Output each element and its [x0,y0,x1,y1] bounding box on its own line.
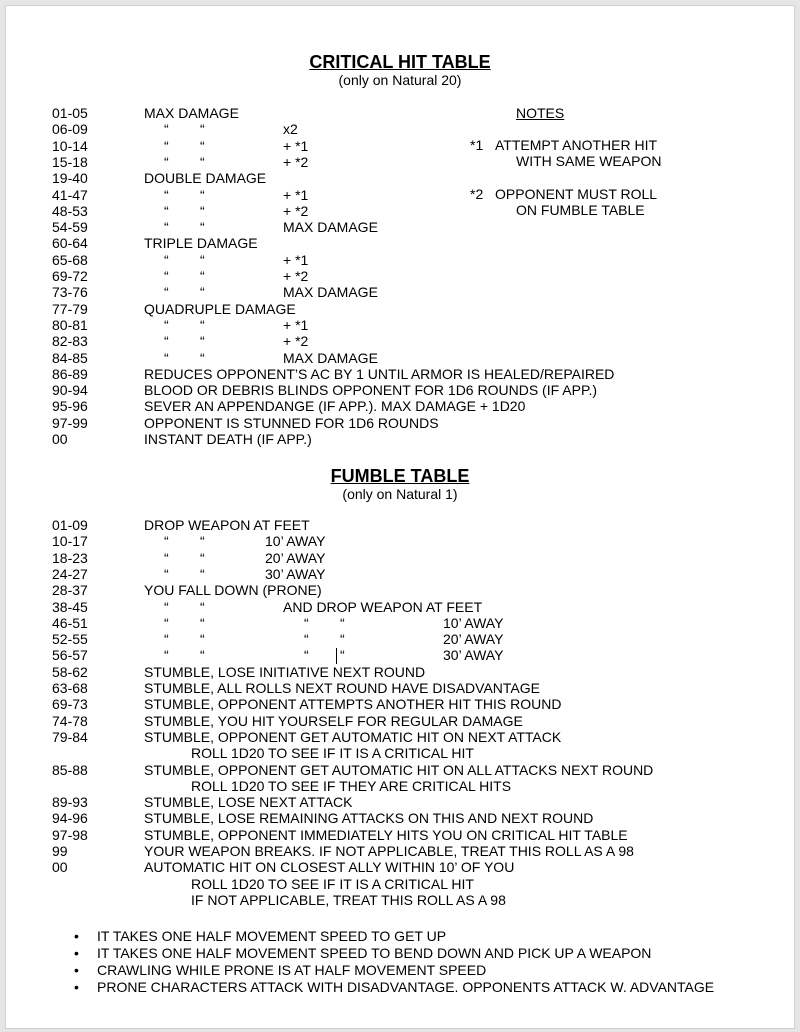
ditto-mark: “ [340,631,345,648]
result-text: SEVER AN APPENDANGE (IF APP.). MAX DAMAGE + 1D20 [144,398,526,415]
roll-range: 18-23 [52,549,88,566]
critical-hit-title: CRITICAL HIT TABLE [309,52,491,72]
ditto-mark: “ [200,349,205,366]
roll-range: 19-40 [52,170,88,187]
result-text: BLOOD OR DEBRIS BLINDS OPPONENT FOR 1D6 ROUNDS (IF APP.) [144,382,598,399]
roll-range: 90-94 [52,382,88,399]
result-modifier: + *2 [283,333,309,350]
ditto-mark: “ [164,186,169,203]
ditto-mark: “ [200,251,205,268]
ditto-mark: “ [164,202,169,219]
ditto-mark: “ [340,647,345,664]
roll-range: 56-57 [52,647,88,664]
result-distance: 10’ AWAY [265,533,326,550]
note-1-line2: WITH SAME WEAPON [516,153,662,169]
ditto-mark: “ [200,549,205,566]
roll-range: 38-45 [52,598,88,615]
ditto-mark: “ [164,219,169,236]
roll-range: 58-62 [52,663,88,680]
ditto-mark: “ [164,598,169,615]
ditto-mark: “ [304,631,309,648]
result-text: MAX DAMAGE [144,105,239,121]
ditto-mark: “ [164,251,169,268]
result-modifier: MAX DAMAGE [283,284,378,301]
roll-range: 63-68 [52,680,88,696]
ditto-mark: “ [164,565,169,582]
ditto-mark: “ [200,153,205,170]
roll-range: 00 [52,859,68,876]
result-text: STUMBLE, OPPONENT GET AUTOMATIC HIT ON NEXT ATTACK [144,728,562,745]
result-modifier: + *2 [283,268,309,284]
result-modifier: + *2 [283,202,309,219]
note-1-line1: ATTEMPT ANOTHER HIT [495,137,658,153]
result-text: INSTANT DEATH (IF APP.) [144,431,312,447]
ditto-mark: “ [304,647,309,664]
roll-range: 73-76 [52,284,88,301]
result-text: STUMBLE, LOSE INITIATIVE NEXT ROUND [144,663,426,680]
result-modifier: MAX DAMAGE [283,349,378,366]
ditto-mark: “ [200,137,205,154]
ditto-mark: “ [164,349,169,366]
roll-range: 65-68 [52,251,88,268]
result-modifier: + *2 [283,153,309,170]
result-text: STUMBLE, OPPONENT IMMEDIATELY HITS YOU ON CRITICAL HIT TABLE [144,826,628,843]
roll-range: 10-17 [52,533,88,550]
result-text: AUTOMATIC HIT ON CLOSEST ALLY WITHIN 10’ OF YOU [144,859,515,876]
result-continuation: IF NOT APPLICABLE, TREAT THIS ROLL AS A 98 [191,891,506,908]
note-1-marker: *1 [470,137,484,153]
result-text: YOU FALL DOWN (PRONE) [144,582,322,599]
ditto-mark: “ [200,202,205,219]
ditto-mark: “ [164,316,169,333]
ditto-mark: “ [164,153,169,170]
bullet-icon: • [74,962,79,978]
result-text: OPPONENT IS STUNNED FOR 1D6 ROUNDS [144,414,439,431]
bullet-text: PRONE CHARACTERS ATTACK WITH DISADVANTAGE. OPPONENTS ATTACK W. ADVANTAGE [97,979,715,995]
roll-range: 15-18 [52,153,88,170]
ditto-mark: “ [164,614,169,631]
result-text: STUMBLE, YOU HIT YOURSELF FOR REGULAR DAMAGE [144,712,523,729]
note-2-line1: OPPONENT MUST ROLL [495,186,658,202]
result-text: QUADRUPLE DAMAGE [144,300,296,317]
result-modifier: + *1 [283,316,309,333]
ditto-mark: “ [200,121,205,138]
roll-range: 52-55 [52,631,88,648]
roll-range: 85-88 [52,761,88,778]
bullet-text: IT TAKES ONE HALF MOVEMENT SPEED TO GET UP [97,928,447,944]
text-cursor [336,648,337,664]
result-distance: 20’ AWAY [265,549,326,566]
ditto-mark: “ [200,333,205,350]
result-text: STUMBLE, OPPONENT ATTEMPTS ANOTHER HIT THIS ROUND [144,696,562,713]
result-distance: 30’ AWAY [265,565,326,582]
ditto-mark: “ [200,614,205,631]
ditto-mark: “ [164,333,169,350]
bullet-icon: • [74,928,79,944]
ditto-mark: “ [164,268,169,284]
roll-range: 97-98 [52,826,88,843]
roll-range: 48-53 [52,202,88,219]
bullet-icon: • [74,979,79,995]
roll-range: 80-81 [52,316,88,333]
bullet-text: CRAWLING WHILE PRONE IS AT HALF MOVEMENT SPEED [97,962,487,978]
roll-range: 54-59 [52,219,88,236]
result-text: DOUBLE DAMAGE [144,170,267,187]
ditto-mark: “ [200,533,205,550]
result-modifier: + *1 [283,137,309,154]
ditto-mark: “ [200,647,205,664]
ditto-mark: “ [164,647,169,664]
roll-range: 60-64 [52,235,88,252]
ditto-mark: “ [200,284,205,301]
ditto-mark: “ [164,631,169,648]
result-continuation: ROLL 1D20 TO SEE IF IT IS A CRITICAL HIT [191,745,474,762]
result-modifier: + *1 [283,251,309,268]
ditto-mark: “ [304,614,309,631]
fumble-title: FUMBLE TABLE [330,466,470,486]
ditto-mark: “ [200,565,205,582]
roll-range: 01-09 [52,517,88,533]
result-text: STUMBLE, LOSE NEXT ATTACK [144,794,353,811]
result-modifier: x2 [283,121,298,138]
roll-range: 00 [52,431,68,447]
result-distance: 10’ AWAY [443,614,504,631]
ditto-mark: “ [200,186,205,203]
result-text: STUMBLE, OPPONENT GET AUTOMATIC HIT ON ALL ATTACKS NEXT ROUND [144,761,654,778]
result-continuation: ROLL 1D20 TO SEE IF IT IS A CRITICAL HIT [191,875,474,892]
roll-range: 77-79 [52,300,88,317]
roll-range: 46-51 [52,614,88,631]
result-modifier: + *1 [283,186,309,203]
roll-range: 24-27 [52,565,88,582]
roll-range: 95-96 [52,398,88,415]
roll-range: 82-83 [52,333,88,350]
notes-heading: NOTES [516,105,565,121]
ditto-mark: “ [164,137,169,154]
roll-range: 06-09 [52,121,88,138]
result-text: STUMBLE, LOSE REMAINING ATTACKS ON THIS AND NEXT ROUND [144,810,594,827]
result-modifier: MAX DAMAGE [283,219,378,236]
result-text: DROP WEAPON AT FEET [144,517,310,533]
result-distance: 30’ AWAY [443,647,504,664]
result-continuation: ROLL 1D20 TO SEE IF THEY ARE CRITICAL HITS [191,777,512,794]
roll-range: 79-84 [52,728,88,745]
bullet-text: IT TAKES ONE HALF MOVEMENT SPEED TO BEND DOWN AND PICK UP A WEAPON [97,945,652,961]
ditto-mark: “ [164,533,169,550]
ditto-mark: “ [200,631,205,648]
roll-range: 41-47 [52,186,88,203]
roll-range: 89-93 [52,794,88,811]
roll-range: 99 [52,843,68,859]
result-text: TRIPLE DAMAGE [144,235,258,252]
roll-range: 86-89 [52,365,88,382]
ditto-mark: “ [164,284,169,301]
ditto-mark: “ [340,614,345,631]
ditto-mark: “ [200,268,205,284]
critical-hit-subtitle: (only on Natural 20) [338,72,462,88]
roll-range: 94-96 [52,810,88,827]
roll-range: 01-05 [52,105,88,121]
ditto-mark: “ [200,316,205,333]
roll-range: 84-85 [52,349,88,366]
roll-range: 28-37 [52,582,88,599]
roll-range: 97-99 [52,414,88,431]
roll-range: 69-73 [52,696,88,713]
result-modifier: AND DROP WEAPON AT FEET [283,598,483,615]
note-2-line2: ON FUMBLE TABLE [516,202,645,218]
note-2-marker: *2 [470,186,484,202]
ditto-mark: “ [164,121,169,138]
ditto-mark: “ [200,219,205,236]
result-text: REDUCES OPPONENT’S AC BY 1 UNTIL ARMOR IS HEALED/REPAIRED [144,365,615,382]
roll-range: 74-78 [52,712,88,729]
result-text: STUMBLE, ALL ROLLS NEXT ROUND HAVE DISADVANTAGE [144,680,540,696]
fumble-subtitle: (only on Natural 1) [342,486,458,502]
ditto-mark: “ [200,598,205,615]
result-distance: 20’ AWAY [443,631,504,648]
roll-range: 69-72 [52,268,88,284]
roll-range: 10-14 [52,137,88,154]
result-text: YOUR WEAPON BREAKS. IF NOT APPLICABLE, TREAT THIS ROLL AS A 98 [144,843,634,859]
ditto-mark: “ [164,549,169,566]
bullet-icon: • [74,945,79,961]
